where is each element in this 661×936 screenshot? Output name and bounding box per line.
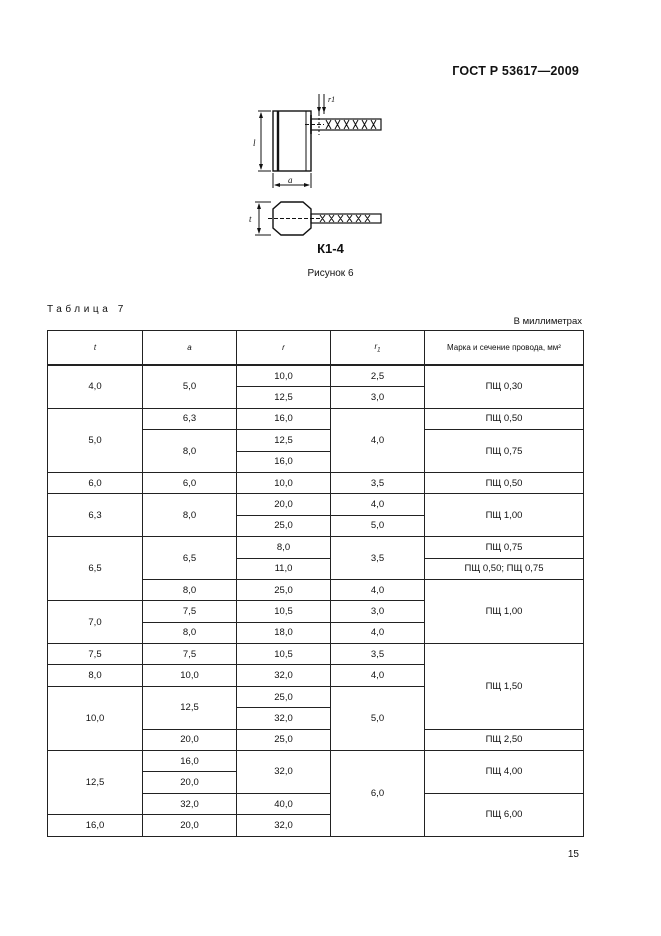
- cell-r: 16,0: [237, 408, 331, 429]
- cell-wire: ПЩ 1,00: [425, 494, 584, 537]
- cell-a: 7,5: [143, 644, 237, 665]
- cell-r1: 3,0: [331, 601, 425, 622]
- cell-wire: ПЩ 0,50; ПЩ 0,75: [425, 558, 584, 579]
- cell-wire: ПЩ 1,50: [425, 644, 584, 730]
- cell-r: 16,0: [237, 451, 331, 472]
- cell-r1: 3,0: [331, 387, 425, 408]
- cell-r: 12,5: [237, 387, 331, 408]
- cell-r1: 4,0: [331, 622, 425, 643]
- cell-r: 12,5: [237, 430, 331, 451]
- cell-r: 25,0: [237, 729, 331, 750]
- cell-wire: ПЩ 0,75: [425, 430, 584, 473]
- cell-r: 40,0: [237, 793, 331, 814]
- cell-r: 20,0: [237, 494, 331, 515]
- cell-a: 20,0: [143, 729, 237, 750]
- cell-r1: 3,5: [331, 644, 425, 665]
- header-wire: Марка и сечение провода, мм²: [425, 331, 584, 366]
- figure-caption: Рисунок 6: [307, 268, 354, 279]
- table-row: [48, 537, 584, 558]
- cell-a: 6,5: [143, 537, 237, 580]
- header-r: r: [237, 331, 331, 366]
- cell-r: 8,0: [237, 537, 331, 558]
- cell-r1: 4,0: [331, 408, 425, 472]
- cell-a: 16,0: [143, 751, 237, 772]
- table-row: [48, 365, 584, 387]
- cell-a: 8,0: [143, 430, 237, 473]
- dim-label-t: t: [249, 214, 252, 224]
- cell-t: 7,0: [48, 601, 143, 644]
- cell-r1: 3,5: [331, 537, 425, 580]
- cell-t: 12,5: [48, 751, 143, 815]
- cell-wire: ПЩ 0,50: [425, 408, 584, 429]
- cell-a: 5,0: [143, 365, 237, 408]
- cell-a: 6,3: [143, 408, 237, 429]
- cell-r: 32,0: [237, 665, 331, 686]
- dim-label-l: l: [253, 138, 256, 148]
- cell-t: 10,0: [48, 686, 143, 750]
- table-row: [48, 644, 584, 665]
- cell-wire: ПЩ 6,00: [425, 793, 584, 836]
- lug-dimensions-table: [47, 330, 584, 837]
- figure-label: К1-4: [317, 241, 344, 256]
- cell-r: 10,5: [237, 644, 331, 665]
- cell-t: 5,0: [48, 408, 143, 472]
- cell-r: 10,0: [237, 472, 331, 493]
- cell-a: 12,5: [143, 686, 237, 729]
- cell-a: 7,5: [143, 601, 237, 622]
- table-units: В миллиметрах: [513, 316, 582, 327]
- cell-a: 20,0: [143, 815, 237, 836]
- header-r1: $r_1$: [331, 331, 425, 366]
- cell-r1: 3,5: [331, 472, 425, 493]
- cell-r: 25,0: [237, 515, 331, 536]
- cell-r1: 6,0: [331, 751, 425, 837]
- figure-k1-4-drawing: [240, 84, 390, 264]
- document-id: ГОСТ Р 53617—2009: [452, 64, 579, 78]
- cell-a: 8,0: [143, 622, 237, 643]
- cell-t: 8,0: [48, 665, 143, 686]
- cell-r1: 5,0: [331, 686, 425, 750]
- cell-wire: ПЩ 1,00: [425, 579, 584, 643]
- table-title: Таблица 7: [47, 304, 127, 315]
- cell-a: 8,0: [143, 579, 237, 600]
- cell-t: 6,0: [48, 472, 143, 493]
- page-number: 15: [567, 849, 579, 860]
- dim-label-a: a: [288, 175, 293, 185]
- cell-wire: ПЩ 4,00: [425, 751, 584, 794]
- cell-r1: 4,0: [331, 579, 425, 600]
- cell-r: 11,0: [237, 558, 331, 579]
- table-row: [48, 472, 584, 493]
- cell-t: 6,3: [48, 494, 143, 537]
- cell-r: 25,0: [237, 686, 331, 707]
- cell-r: 32,0: [237, 815, 331, 836]
- cell-t: 4,0: [48, 365, 143, 408]
- lug-plan-tab: [311, 214, 381, 223]
- cell-a: 10,0: [143, 665, 237, 686]
- cell-wire: ПЩ 0,30: [425, 365, 584, 408]
- header-t: t: [48, 331, 143, 366]
- cell-r1: 4,0: [331, 494, 425, 515]
- cell-t: 16,0: [48, 815, 143, 836]
- table-row: [48, 494, 584, 515]
- cell-r1: 4,0: [331, 665, 425, 686]
- table-row: [48, 751, 584, 772]
- lug-drawing-svg: [240, 84, 390, 244]
- cell-r1: 5,0: [331, 515, 425, 536]
- table-row: [48, 408, 584, 429]
- cell-t: 7,5: [48, 644, 143, 665]
- cell-a: 20,0: [143, 772, 237, 793]
- header-a: a: [143, 331, 237, 366]
- cell-r: 32,0: [237, 708, 331, 729]
- cell-r: 32,0: [237, 751, 331, 794]
- cell-t: 6,5: [48, 537, 143, 601]
- cell-r: 10,5: [237, 601, 331, 622]
- dim-label-r1: r1: [328, 95, 336, 104]
- cell-r: 18,0: [237, 622, 331, 643]
- cell-wire: ПЩ 2,50: [425, 729, 584, 750]
- cell-r1: 2,5: [331, 365, 425, 387]
- cell-a: 6,0: [143, 472, 237, 493]
- cell-r: 25,0: [237, 579, 331, 600]
- cell-wire: ПЩ 0,50: [425, 472, 584, 493]
- cell-a: 32,0: [143, 793, 237, 814]
- table-header-row: [48, 331, 584, 366]
- cell-a: 8,0: [143, 494, 237, 537]
- cell-wire: ПЩ 0,75: [425, 537, 584, 558]
- cell-r: 10,0: [237, 365, 331, 387]
